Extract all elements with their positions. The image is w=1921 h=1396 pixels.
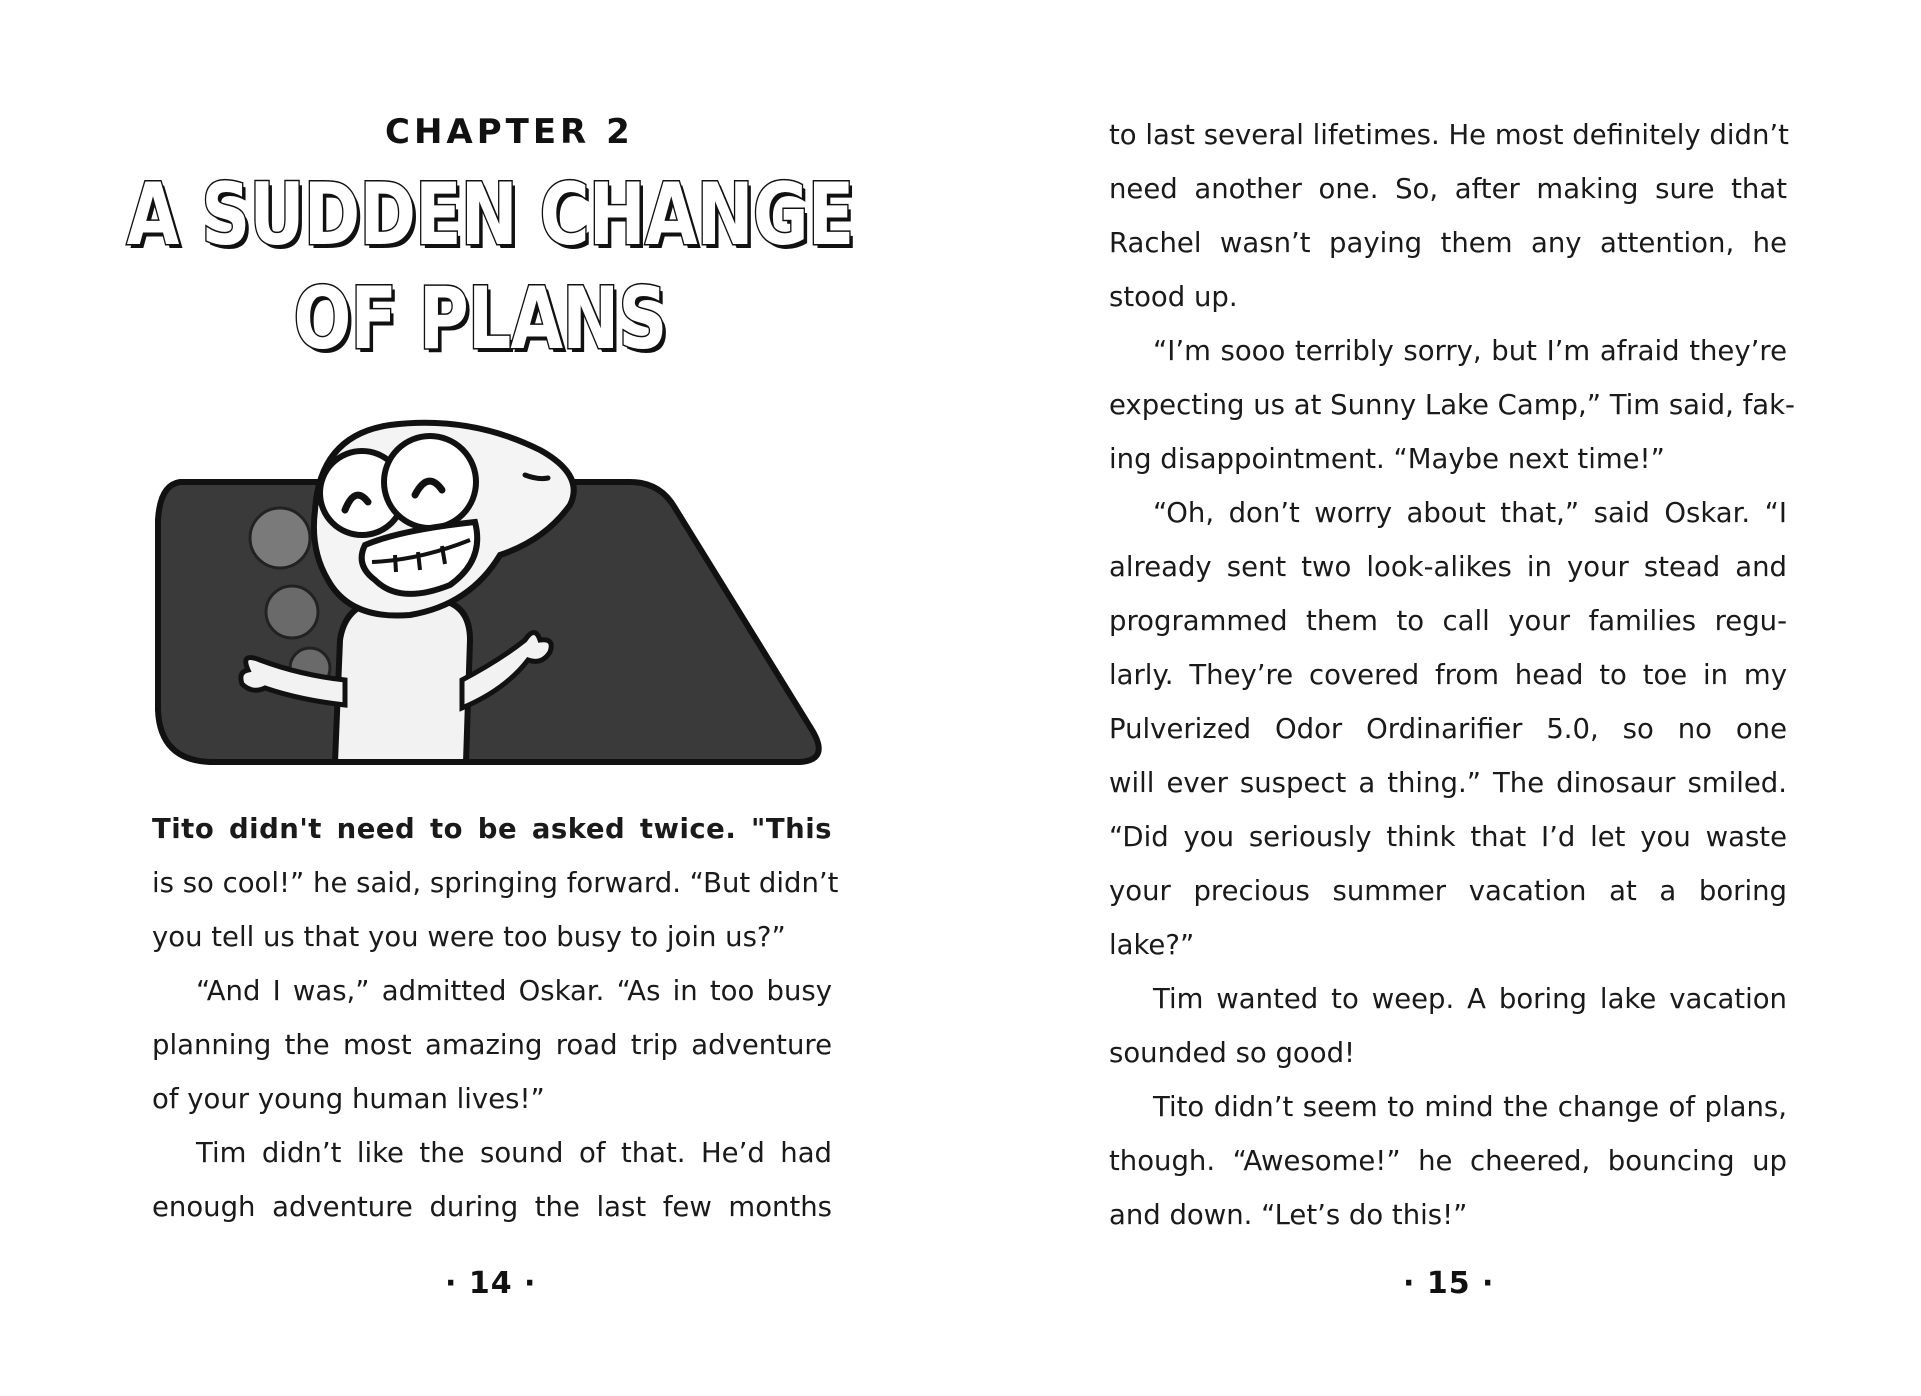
text-line: Rachel wasn’t paying them any attention, he: [1109, 227, 1787, 259]
chapter-label: CHAPTER 2: [385, 112, 634, 152]
text-line: to last several lifetimes. He most definitely didn’t: [1109, 119, 1789, 151]
text-line: “I’m sooo terribly sorry, but I’m afraid they’re: [1153, 335, 1787, 367]
text-line: is so cool!” he said, springing forward. “But didn’t: [152, 867, 839, 899]
text-line: you tell us that you were too busy to join us?”: [152, 921, 786, 953]
chapter-title-line-1: A SUDDEN CHANGE: [126, 165, 854, 265]
text-line: programmed them to call your families regu-: [1109, 605, 1787, 637]
text-line: already sent two look-alikes in your stead and: [1109, 551, 1787, 583]
text-line: “Oh, don’t worry about that,” said Oskar. “I: [1153, 497, 1787, 529]
text-line: your precious summer vacation at a boring: [1109, 875, 1787, 907]
dino-spike: [266, 586, 318, 638]
text-line: ing disappointment. “Maybe next time!”: [1109, 443, 1665, 475]
text-line: “And I was,” admitted Oskar. “As in too busy: [196, 975, 832, 1007]
dino-body: [335, 600, 470, 762]
dinosaur-illustration: [140, 390, 840, 770]
text-line: need another one. So, after making sure that: [1109, 173, 1787, 205]
page-number: · 14 ·: [445, 1266, 537, 1301]
text-line: Tim wanted to weep. A boring lake vacation: [1153, 983, 1787, 1015]
text-line: though. “Awesome!” he cheered, bouncing up: [1109, 1145, 1787, 1177]
text-line: planning the most amazing road trip adventure: [152, 1029, 832, 1061]
text-line: larly. They’re covered from head to toe in my: [1109, 659, 1787, 691]
text-line: stood up.: [1109, 281, 1238, 313]
text-line: and down. “Let’s do this!”: [1109, 1199, 1468, 1231]
text-line: expecting us at Sunny Lake Camp,” Tim said, fak-: [1109, 389, 1795, 421]
page-number: · 15 ·: [1403, 1266, 1495, 1301]
left-page: [0, 0, 960, 1396]
text-line: enough adventure during the last few months: [152, 1191, 832, 1223]
chapter-title-line-2: OF PLANS: [293, 269, 667, 369]
text-line: lake?”: [1109, 929, 1195, 961]
text-line: sounded so good!: [1109, 1037, 1356, 1069]
text-line: Pulverized Odor Ordinarifier 5.0, so no one: [1109, 713, 1787, 745]
dino-spike: [250, 508, 310, 568]
text-line: Tim didn’t like the sound of that. He’d had: [196, 1137, 832, 1169]
text-line: Tito didn’t seem to mind the change of plans,: [1153, 1091, 1787, 1123]
text-line: will ever suspect a thing.” The dinosaur smiled.: [1109, 767, 1787, 799]
text-line: “Did you seriously think that I’d let you waste: [1109, 821, 1787, 853]
text-line: Tito didn't need to be asked twice. "This: [152, 813, 832, 845]
text-line: of your young human lives!”: [152, 1083, 545, 1115]
